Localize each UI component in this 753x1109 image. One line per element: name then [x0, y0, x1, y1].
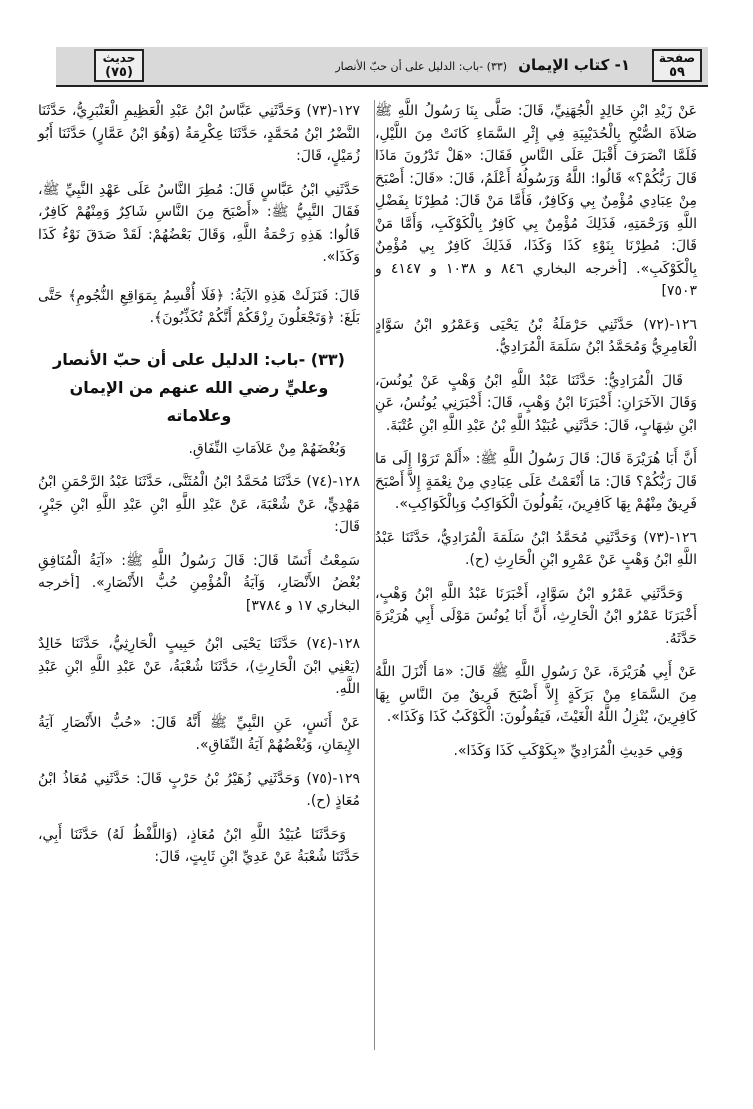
- chapter-title: (٣٣) -باب: الدليل على أن حبّ الأنصار: [335, 60, 508, 73]
- hadith-text: عَنْ أَبِي هُرَيْرَةَ، عَنْ رَسُولِ اللَّهِ ﷺ قَالَ: «مَا أَنْزَلَ اللَّهُ مِنَ السَّمَاءِ مِنْ بَرَكَةٍ إِلاَّ أَصْبَحَ فَرِيقٌ مِنَ النَّاسِ بِهَا كَافِرِينَ، يُنْزِلُ اللَّهُ الْغَيْثَ، فَيَقُولُونَ: الْكَوْكَبُ كَذَا وَكَذَا».: [375, 664, 697, 725]
- hadith-label: حديث: [102, 51, 136, 65]
- book-title: ١- كتاب الإيمان: [518, 56, 630, 74]
- left-column: [38, 100, 360, 880]
- isnad-paragraph: وَحَدَّثَنِي عَمْرُو ابْنُ سَوَّادٍ، أَخْبَرَنَا عَبْدُ اللَّهِ ابْنُ وَهْبٍ، أَخْبَرَنَا عَمْرُو ابْنُ الْحَارِثِ، أَنَّ أَبَا يُونُسَ مَوْلَى أَبِي هُرَيْرَةَ حَدَّثَهُ.: [375, 585, 697, 647]
- isnad-paragraph: ١٢٦-(٧٢) حَدَّثَنِي حَرْمَلَةُ بْنُ يَحْيَى وَعَمْرُو ابْنُ سَوَّادٍ الْعَامِرِيُّ وَمُحَمَّدُ ابْنُ سَلَمَةَ الْمُرَادِيُّ.: [375, 316, 697, 355]
- running-title: [150, 55, 630, 74]
- page-header: [56, 47, 708, 87]
- hadith-text: حَدَّثَنِي ابْنُ عَبَّاسٍ قَالَ: مُطِرَ النَّاسُ عَلَى عَهْدِ النَّبِيِّ ﷺ، فَقَالَ النَّبِيُّ ﷺ: «أَصْبَحَ مِنَ النَّاسِ شَاكِرٌ وَمِنْهُمْ كَافِرٌ، قَالُوا: هَذِهِ رَحْمَةُ اللَّهِ، وَقَالَ بَعْضُهُمْ: لَقَدْ صَدَقَ نَوْءُ كَذَا وَكَذَا».: [38, 181, 360, 265]
- page-number-box: [652, 49, 702, 82]
- isnad-paragraph: ١٢٩-(٧٥) وَحَدَّثَنِي زُهَيْرُ بْنُ حَرْبٍ قَالَ: حَدَّثَنِي مُعَاذُ ابْنُ مُعَاذٍ (ح).: [38, 770, 360, 809]
- chapter-heading: (٣٣) -باب: الدليل على أن حبّ الأنصار وعليٍّ رضي الله عنهم من الإيمان وعلاماته: [53, 349, 345, 425]
- isnad-paragraph: ١٢٧-(٧٣) وَحَدَّثَنِي عَبَّاسُ ابْنُ عَبْدِ الْعَظِيمِ الْعَنْبَرِيُّ، حَدَّثَنَا النَّضْرُ ابْنُ مُحَمَّدٍ، حَدَّثَنَا عِكْرِمَةُ (وَهُوَ ابْنُ عَمَّارٍ) حَدَّثَنَا أَبُو زُمَيْلٍ، قَالَ:: [38, 103, 360, 164]
- isnad-paragraph: قَالَ الْمُرَادِيُّ: حَدَّثَنَا عَبْدُ اللَّهِ ابْنُ وَهْبٍ عَنْ يُونُسَ، وَقَالَ الآخَرَانِ: أَخْبَرَنَا ابْنُ وَهْبٍ، قَالَ: أَخْبَرَنِي يُونُسُ، عَنِ ابْنِ شِهَابٍ، قَالَ: حَدَّثَنِي عُبَيْدُ اللَّهِ بْنُ عَبْدِ اللَّهِ ابْنِ عُتْبَةَ.: [375, 372, 697, 434]
- page-number: ٥٩: [669, 65, 685, 80]
- hadith-number: (٧٥): [105, 65, 133, 80]
- right-column: [375, 100, 697, 773]
- note-paragraph: وَفِي حَدِيثِ الْمُرَادِيِّ «بِكَوْكَبِ كَذَا وَكَذَا».: [453, 742, 683, 759]
- page-label: صفحة: [658, 51, 696, 65]
- quran-reference: قَالَ: فَنَزَلَتْ هَذِهِ الآيَةُ: ﴿فَلَا أُقْسِمُ بِمَوَاقِعِ النُّجُومِ﴾ حَتَّى بَلَغَ: ﴿وَتَجْعَلُونَ رِزْقَكُمْ أَنَّكُمْ تُكَذِّبُونَ﴾.: [38, 287, 360, 326]
- hadith-text: عَنْ زَيْدِ ابْنِ خَالِدٍ الْجُهَنِيِّ، قَالَ: صَلَّى بِنَا رَسُولُ اللَّهِ ﷺ صَلاَةَ الصُّبْحِ بِالْحُدَيْبِيَةِ فِي إِثْرِ السَّمَاءِ كَانَتْ مِنَ اللَّيْلِ، فَلَمَّا انْصَرَفَ أَقْبَلَ عَلَى النَّاسِ فَقَالَ: «هَلْ تَدْرُونَ مَاذَا قَالَ رَبُّكُمْ؟» قَالُوا: اللَّهُ وَرَسُولُهُ أَعْلَمُ، قَالَ: «قَالَ: أَصْبَحَ مِنْ عِبَادِي مُؤْمِنٌ بِي وَكَافِرٌ، فَأَمَّا مَنْ قَالَ: مُطِرْنَا بِفَضْلِ اللَّهِ وَرَحْمَتِهِ، فَذَلِكَ مُؤْمِنٌ بِي كَافِرٌ بِالْكَوْكَبِ، وَأَمَّا مَنْ قَالَ: مُطِرْنَا بِنَوْءِ كَذَا وَكَذَا، فَذَلِكَ كَافِرٌ بِي مُؤْمِنٌ بِالْكَوْكَبِ». [أخرجه البخاري ٨٤٦ و ١٠٣٨ و ٤١٤٧ و ٧٥٠٣]: [375, 103, 697, 299]
- isnad-paragraph: ١٢٨-(٧٤) حَدَّثَنَا مُحَمَّدُ ابْنُ الْمُثَنَّى، حَدَّثَنَا عَبْدُ الرَّحْمَنِ ابْنُ مَهْدِيٍّ، عَنْ شُعْبَةَ، عَنْ عَبْدِ اللَّهِ ابْنِ عَبْدِ اللَّهِ ابْنِ جَبْرٍ، قَالَ:: [38, 474, 360, 535]
- chapter-heading-tail: وَبُغْضَهُمْ مِنْ عَلاَمَاتِ النِّفَاقِ.: [188, 440, 346, 457]
- hadith-text: سَمِعْتُ أَنَسًا قَالَ: قَالَ رَسُولُ اللَّهِ ﷺ: «آيَةُ الْمُنَافِقِ بُغْضُ الأَنْصَارِ، وَآيَةُ الْمُؤْمِنِ حُبُّ الأَنْصَارِ». [أخرجه البخاري ١٧ و ٣٧٨٤]: [38, 552, 360, 614]
- isnad-paragraph: ١٢٨-(٧٤) حَدَّثَنَا يَحْيَى ابْنُ حَبِيبٍ الْحَارِثِيُّ، حَدَّثَنَا خَالِدٌ (يَعْنِي ابْنَ الْحَارِثِ)، حَدَّثَنَا شُعْبَةُ، عَنْ عَبْدِ اللَّهِ ابْنِ عَبْدِ اللَّهِ.: [38, 636, 360, 697]
- hadith-text: أَنَّ أَبَا هُرَيْرَةَ قَالَ: قَالَ رَسُولُ اللَّهِ ﷺ: «أَلَمْ تَرَوْا إِلَى مَا قَالَ رَبُّكُمْ؟ قَالَ: مَا أَنْعَمْتُ عَلَى عِبَادِي مِنْ نِعْمَةٍ إِلاَّ أَصْبَحَ فَرِيقٌ مِنْهُمْ بِهَا كَافِرِينَ، يَقُولُونَ الْكَوَاكِبُ وَبِالْكَوَاكِبِ».: [375, 451, 697, 512]
- hadith-number-box: [94, 49, 144, 82]
- isnad-paragraph: ١٢٦-(٧٣) وَحَدَّثَنِي مُحَمَّدُ ابْنُ سَلَمَةَ الْمُرَادِيُّ، حَدَّثَنَا عَبْدُ اللَّهِ ابْنُ وَهْبٍ عَنْ عَمْرِو ابْنِ الْحَارِثِ (ح).: [375, 529, 697, 568]
- hadith-text: عَنْ أَنَسٍ، عَنِ النَّبِيِّ ﷺ أَنَّهُ قَالَ: «حُبُّ الأَنْصَارِ آيَةُ الإِيمَانِ، وَبُغْضُهُمْ آيَةُ النِّفَاقِ».: [38, 714, 360, 753]
- isnad-paragraph: وَحَدَّثَنَا عُبَيْدُ اللَّهِ ابْنُ مُعَاذٍ، (وَاللَّفْظُ لَهُ) حَدَّثَنَا أَبِي، حَدَّثَنَا شُعْبَةُ عَنْ عَدِيِّ ابْنِ ثَابِتٍ، قَالَ:: [38, 826, 360, 865]
